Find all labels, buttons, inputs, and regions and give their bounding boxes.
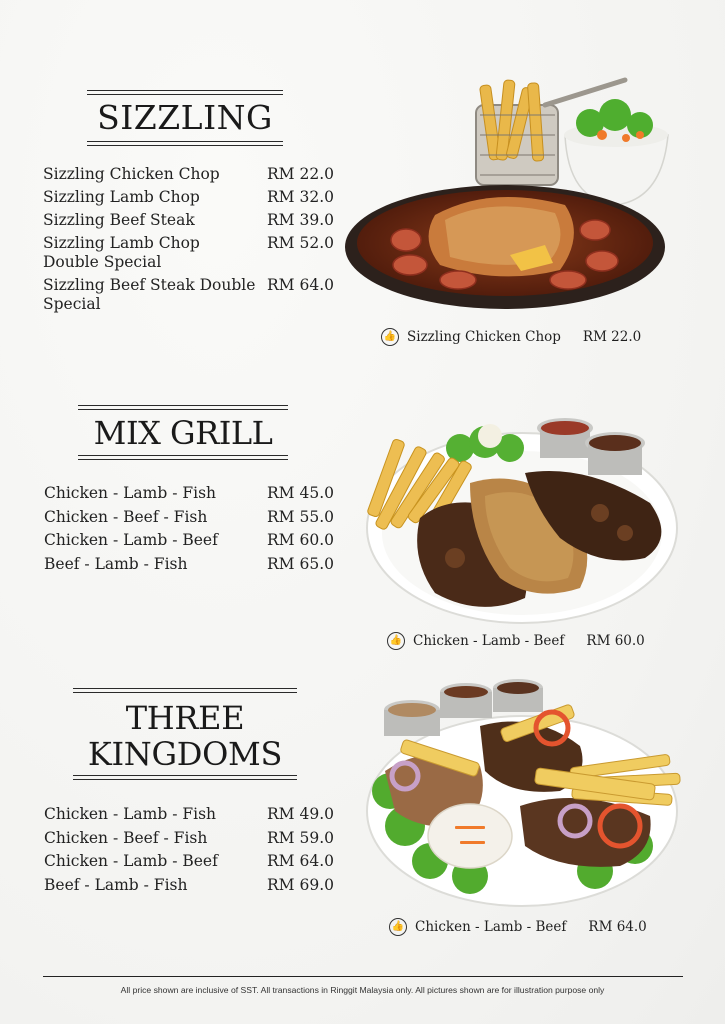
menu-item-name: Chicken - Lamb - Fish xyxy=(44,484,217,502)
menu-item xyxy=(44,875,334,900)
menu-item-price: RM 39.0 xyxy=(267,211,334,229)
menu-item-name: Chicken - Lamb - Beef xyxy=(44,531,218,549)
menu-item-name: Beef - Lamb - Fish xyxy=(44,554,188,573)
menu-item-name: Chicken - Beef - Fish xyxy=(44,828,208,847)
menu-item-price: RM 45.0 xyxy=(267,484,334,502)
thumbs-up-icon: 👍 xyxy=(381,328,399,346)
menu-item xyxy=(44,507,334,532)
menu-item xyxy=(43,188,334,211)
menu-item-price: RM 59.0 xyxy=(267,828,334,847)
menu-item-name: Chicken - Lamb - Fish xyxy=(44,805,217,823)
menu-item xyxy=(44,554,334,579)
menu-item-name: Chicken - Beef - Fish xyxy=(44,507,208,526)
caption-price: RM 64.0 xyxy=(588,919,647,935)
menu-item xyxy=(44,852,334,876)
menu-item-name: Sizzling Lamb Chop Double Special xyxy=(43,234,200,271)
menu-item xyxy=(44,828,334,853)
menu-item-price: RM 55.0 xyxy=(267,507,334,526)
menu-item xyxy=(43,234,334,276)
sizzling-menu-list xyxy=(43,165,334,316)
caption-price: RM 60.0 xyxy=(586,633,645,649)
menu-item-price: RM 60.0 xyxy=(267,531,334,549)
menu-item-price: RM 65.0 xyxy=(267,554,334,573)
footer-disclaimer: All price shown are inclusive of SST. All transactions in Ringgit Malaysia only. All pictures shown are for illustration purpose only xyxy=(120,985,605,995)
menu-item-name: Sizzling Beef Steak xyxy=(43,211,195,229)
menu-item-name: Sizzling Lamb Chop xyxy=(43,188,200,206)
menu-item xyxy=(43,211,334,234)
title-rule-top xyxy=(73,688,297,689)
mix-grill-photo xyxy=(360,408,685,628)
three-kingdoms-photo-caption xyxy=(389,918,647,936)
mix-grill-photo-caption xyxy=(387,632,645,650)
title-rule-bottom xyxy=(87,141,283,142)
caption-name: Chicken - Lamb - Beef xyxy=(413,633,565,649)
menu-item-price: RM 52.0 xyxy=(267,234,334,252)
menu-item-price: RM 64.0 xyxy=(267,276,334,294)
thumbs-up-icon: 👍 xyxy=(389,918,407,936)
title-rule-top xyxy=(78,405,288,406)
menu-item xyxy=(43,276,334,316)
section-title-line: THREE xyxy=(125,699,245,737)
caption-name: Chicken - Lamb - Beef xyxy=(415,919,567,935)
menu-item xyxy=(44,484,334,508)
title-rule-bottom xyxy=(73,775,297,776)
footer-divider xyxy=(43,976,683,977)
title-rule-bottom xyxy=(78,455,288,456)
menu-item xyxy=(44,805,334,829)
three-kingdoms-menu-list xyxy=(44,805,334,899)
menu-item-name: Beef - Lamb - Fish xyxy=(44,875,188,894)
title-rule-top xyxy=(87,90,283,91)
caption-name: Sizzling Chicken Chop xyxy=(407,329,561,345)
menu-item xyxy=(44,531,334,555)
mix-grill-menu-list xyxy=(44,484,334,578)
caption-price: RM 22.0 xyxy=(582,329,642,345)
menu-item-price: RM 64.0 xyxy=(267,852,334,870)
menu-item xyxy=(43,165,334,188)
menu-item-price: RM 49.0 xyxy=(267,805,334,823)
three-kingdoms-photo xyxy=(360,676,685,908)
section-title-three-kingdoms xyxy=(73,700,297,772)
section-title-sizzling: SIZZLING xyxy=(97,98,273,137)
sizzling-photo-caption xyxy=(381,328,641,346)
menu-item-name: Sizzling Chicken Chop xyxy=(43,165,220,183)
menu-item-price: RM 69.0 xyxy=(267,875,334,894)
menu-item-price: RM 22.0 xyxy=(267,165,334,183)
sizzling-chicken-chop-photo xyxy=(340,75,680,315)
menu-item-name: Sizzling Beef Steak Double Special xyxy=(43,276,256,313)
menu-item-price: RM 32.0 xyxy=(267,188,334,206)
menu-item-name: Chicken - Lamb - Beef xyxy=(44,852,218,870)
section-title-line: KINGDOMS xyxy=(87,735,283,773)
thumbs-up-icon: 👍 xyxy=(387,632,405,650)
section-title-mix-grill: MIX GRILL xyxy=(93,414,273,452)
